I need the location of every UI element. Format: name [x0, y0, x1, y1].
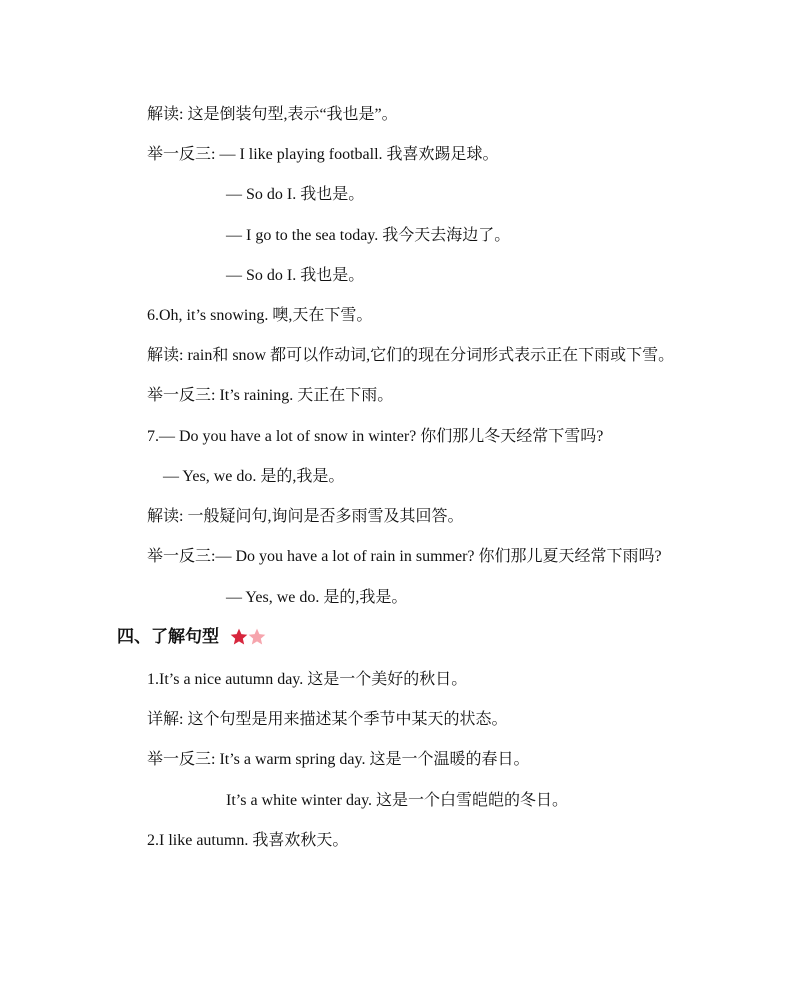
text-line: 解读: rain和 snow 都可以作动词,它们的现在分词形式表示正在下雨或下雪。 [147, 347, 675, 364]
text-line: — Yes, we do. 是的,我是。 [163, 468, 345, 485]
text-line: 2.I like autumn. 我喜欢秋天。 [147, 832, 349, 849]
text-line: 解读: 这是倒装句型,表示“我也是”。 [147, 106, 398, 123]
text-line: — So do I. 我也是。 [226, 267, 365, 284]
text-line: — Yes, we do. 是的,我是。 [226, 589, 408, 606]
text-line: — I go to the sea today. 我今天去海边了。 [226, 227, 511, 244]
section-heading [117, 627, 267, 647]
text-line: — So do I. 我也是。 [226, 186, 365, 203]
text-line: 举一反三: It’s a warm spring day. 这是一个温暖的春日。 [147, 751, 530, 768]
text-line: It’s a white winter day. 这是一个白雪皑皑的冬日。 [226, 792, 569, 809]
star-light-icon [247, 627, 267, 647]
star-filled-icon [229, 627, 249, 647]
text-line: 6.Oh, it’s snowing. 噢,天在下雪。 [147, 307, 373, 324]
text-line: 7.— Do you have a lot of snow in winter? 你们那儿冬天经常下雪吗? [147, 428, 604, 445]
text-line: 详解: 这个句型是用来描述某个季节中某天的状态。 [147, 711, 508, 728]
section-heading-label: 四、了解句型 [117, 627, 219, 647]
difficulty-stars [229, 627, 267, 647]
text-line: 举一反三:— Do you have a lot of rain in summer? 你们那儿夏天经常下雨吗? [147, 548, 662, 565]
text-line: 举一反三: — I like playing football. 我喜欢踢足球。 [147, 146, 499, 163]
text-line: 举一反三: It’s raining. 天正在下雨。 [147, 387, 394, 404]
text-line: 1.It’s a nice autumn day. 这是一个美好的秋日。 [147, 671, 468, 688]
text-line: 解读: 一般疑问句,询问是否多雨雪及其回答。 [147, 508, 464, 525]
